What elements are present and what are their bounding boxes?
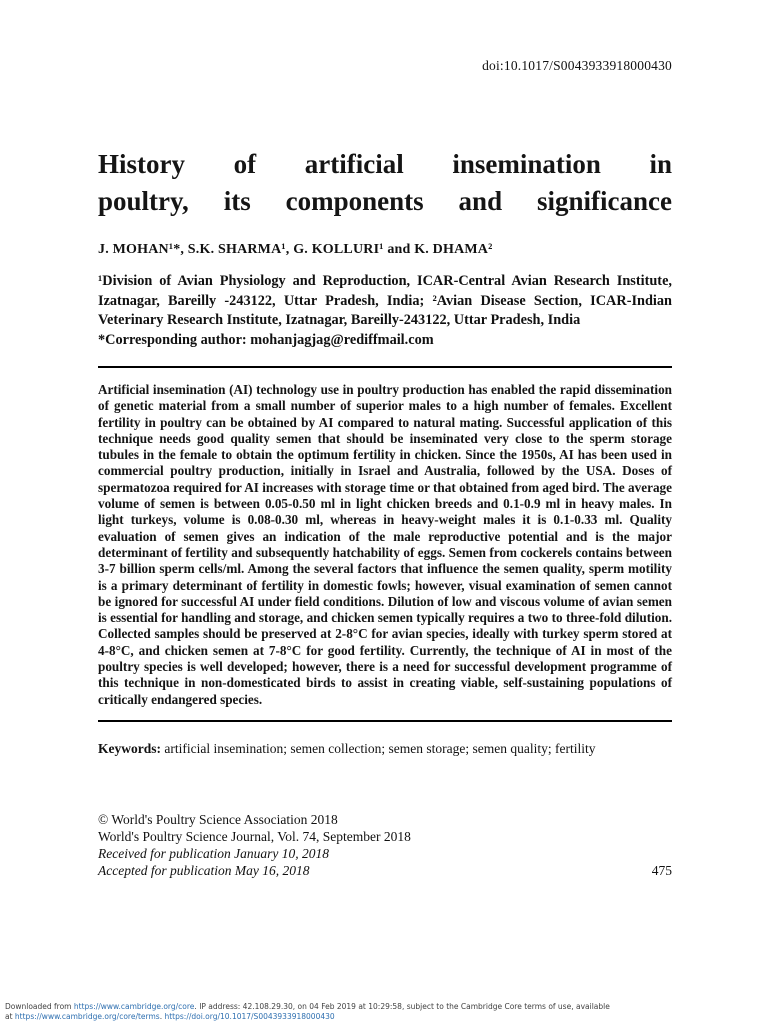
keywords-text: artificial insemination; semen collection; semen storage; semen quality; fertility xyxy=(164,740,596,756)
doi-link[interactable]: https://doi.org/10.1017/S0043933918000430 xyxy=(164,1011,335,1021)
terms-link[interactable]: https://www.cambridge.org/core/terms xyxy=(14,1011,160,1021)
keywords-label: Keywords: xyxy=(98,740,161,756)
section-divider-top xyxy=(98,366,672,368)
page-number: 475 xyxy=(651,863,672,879)
doi-text: doi:10.1017/S0043933918000430 xyxy=(482,58,672,73)
title-line-1: History of artificial insemination in xyxy=(98,149,672,179)
affiliations-text: ¹Division of Avian Physiology and Reproduction, ICAR-Central Avian Research Institute, Izatnagar, Bareilly -243122, Uttar Pradesh, India; ²Avian Disease Section, ICAR-Indian Veterinary Research Institute, Izatnagar, Bareilly-243122, Uttar Pradesh, India xyxy=(98,273,672,328)
accepted-row xyxy=(98,862,672,879)
authors-line: J. MOHAN¹*, S.K. SHARMA¹, G. KOLLURI¹ and K. DHAMA² xyxy=(98,242,493,257)
title-line-2: poultry, its components and significance xyxy=(98,186,672,216)
abstract-text: Artificial insemination (AI) technology use in poultry production has enabled the rapid dissemination of genetic material from a small number of superior males to a high number of females. Excellent fertility in poultry can be obtained by AI compared to natural mating. Successful application of this technique needs good quality semen that should be inseminated very close to the sperm storage tubules in the female to obtain the optimum fertility in chicken. Since the 1950s, AI has been used in commercial poultry production, initially in Israel and Australia, followed by the USA. Doses of spermatozoa required for AI increases with storage time or that obtained from aged bird. The average volume of semen is between 0.05-0.50 ml in light chicken breeds and 0.1-0.9 ml in heavy males. In light turkeys, volume is 0.08-0.30 ml, whereas in heavy-weight males it is 0.1-0.33 ml. Quality evaluation of semen gives an indication of the male reproductive potential and is the major determinant of fertility and subsequently hatchability of eggs. Semen from cockerels contains between 3-7 billion sperm cells/ml. Among the several factors that influence the semen quality, sperm motility is a primary determinant of fertility in domestic fowls; however, visual examination of semen cannot be ignored for successful AI under field conditions. Dilution of low and viscous volume of avian semen is essential for handling and storage, and chicken semen typically requires a two to three-fold dilution. Collected samples should be preserved at 2-8°C for avian species, ideally with turkey sperm stored at 4-8°C, and chicken semen at 7-8°C for good fertility. Currently, the technique of AI in most of the poultry species is well developed; however, there is a need for successful development programme of this technique in non-domesticated birds to assist in creating viable, self-sustaining populations of critically endangered species. xyxy=(98,382,672,707)
footer-at-text: at xyxy=(5,1011,15,1021)
affiliations-block xyxy=(98,272,672,350)
copyright-line: © World's Poultry Science Association 2018 xyxy=(98,812,338,828)
footer-line-1 xyxy=(5,1002,763,1012)
section-divider-bottom xyxy=(98,720,672,722)
download-footer xyxy=(5,1002,763,1021)
paper-title xyxy=(98,146,672,220)
journal-line: World's Poultry Science Journal, Vol. 74, September 2018 xyxy=(98,829,411,845)
publication-info xyxy=(98,811,672,879)
ip-address-text: . IP address: 42.108.29.30, on 04 Feb 2019 at 10:29:58, subject to the Cambridge Core terms of use, available xyxy=(194,1002,610,1011)
cambridge-core-link[interactable]: https://www.cambridge.org/core xyxy=(73,1002,195,1011)
accepted-line: Accepted for publication May 16, 2018 xyxy=(98,863,310,879)
downloaded-from-text: Downloaded from xyxy=(5,1002,74,1011)
footer-line-2 xyxy=(5,1012,763,1022)
corresponding-author: *Corresponding author: mohanjagjag@rediffmail.com xyxy=(98,331,434,348)
keywords-line xyxy=(98,741,672,758)
footer-separator-text: . xyxy=(159,1011,165,1021)
received-line: Received for publication January 10, 2018 xyxy=(98,846,329,862)
